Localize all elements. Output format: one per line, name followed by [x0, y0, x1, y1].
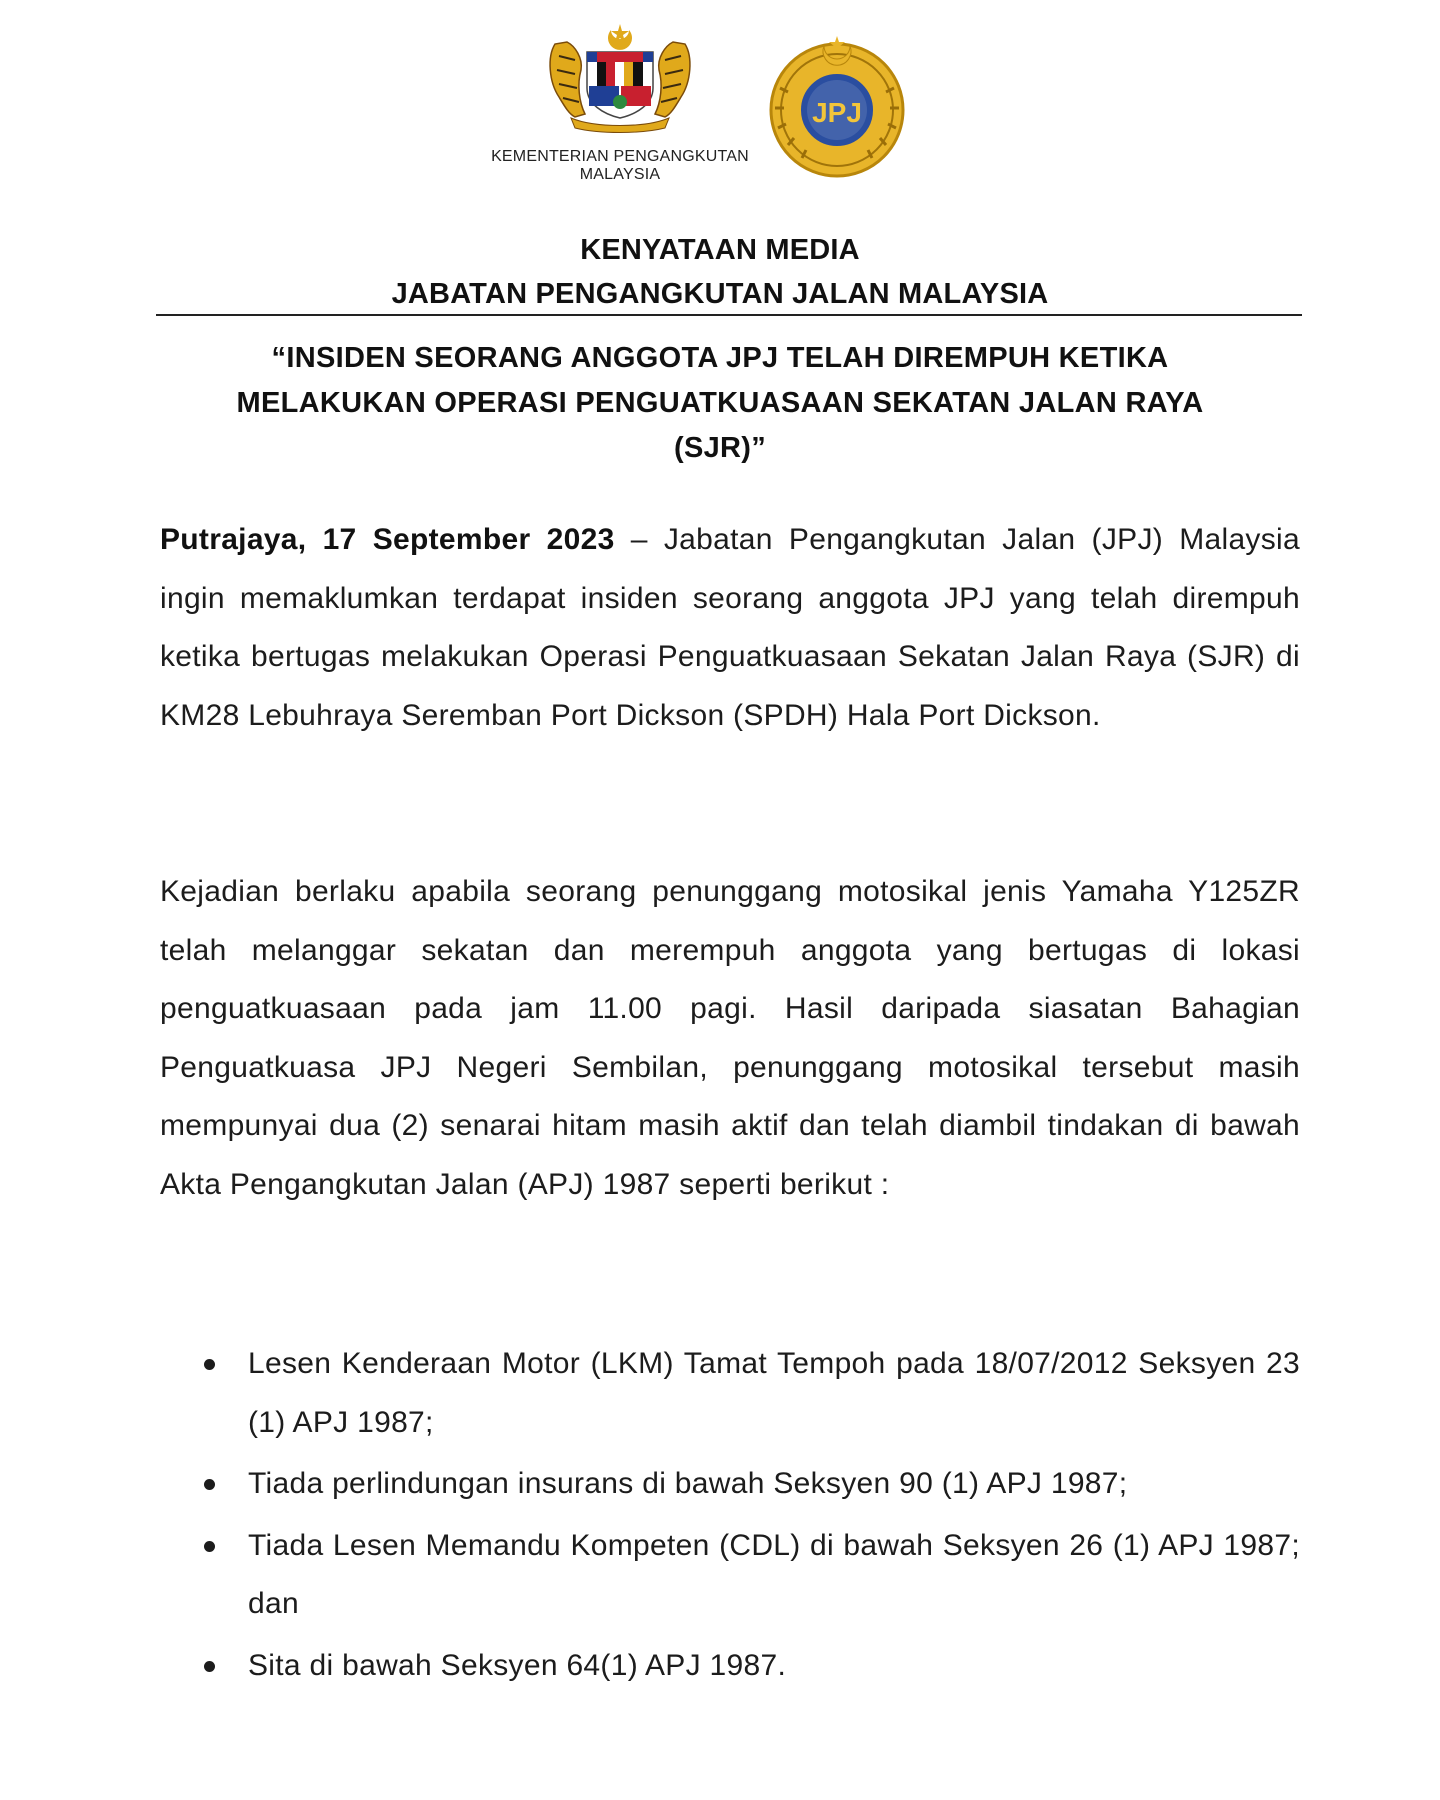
- paragraph-1-text: – Jabatan Pengangkutan Jalan (JPJ) Malaysia ingin memaklumkan terdapat insiden seorang anggota JPJ yang telah dirempuh ketika bertugas melakukan Operasi Penguatkuasaan Sekatan Jalan Raya (SJR) di KM28 Lebuhraya Seremban Port Dickson (SPDH) Hala Port Dickson.: [160, 523, 1300, 732]
- list-item-text: Sita di bawah Seksyen 64(1) APJ 1987.: [248, 1648, 787, 1682]
- bullet-icon: [204, 1541, 215, 1552]
- bullet-icon: [204, 1661, 215, 1672]
- subject-line1: “INSIDEN SEORANG ANGGOTA JPJ TELAH DIREMPUH KETIKA: [271, 342, 1169, 374]
- list-item: [160, 1335, 1300, 1452]
- list-item: [160, 1637, 1300, 1696]
- list-item: [160, 1517, 1300, 1634]
- paragraph-2: Kejadian berlaku apabila seorang penunggang motosikal jenis Yamaha Y125ZR telah melanggar sekatan dan merempuh anggota yang bertugas di lokasi penguatkuasaan pada jam 11.00 pagi. Hasil daripada siasatan Bahagian Penguatkuasa JPJ Negeri Sembilan, penunggang motosikal tersebut masih mempunyai dua (2) senarai hitam masih aktif dan telah diambil tindakan di bawah Akta Pengangkutan Jalan (APJ) 1987 seperti berikut :: [160, 875, 1300, 1201]
- bullet-icon: [204, 1359, 215, 1370]
- ministry-name-line2: MALAYSIA: [579, 166, 661, 183]
- header-divider: [156, 314, 1302, 316]
- department-name: JABATAN PENGANGKUTAN JALAN MALAYSIA: [391, 278, 1049, 310]
- ministry-name: [475, 148, 765, 184]
- paragraph-1: [160, 511, 1300, 745]
- list-item: [160, 1455, 1300, 1514]
- bullet-icon: [204, 1479, 215, 1490]
- subject-line2: MELAKUKAN OPERASI PENGUATKUASAAN SEKATAN JALAN RAYA: [236, 387, 1204, 419]
- document-title: KENYATAAN MEDIA: [580, 234, 860, 266]
- subject-heading: [0, 336, 1440, 471]
- logo-header: [0, 22, 1440, 197]
- subject-line3: (SJR)”: [673, 432, 767, 464]
- jpj-seal-letters: JPJ: [812, 97, 862, 128]
- offence-list: [160, 1335, 1300, 1698]
- malaysia-coat-of-arms-icon: [545, 22, 695, 134]
- document-header: [0, 228, 1440, 316]
- jpj-seal-icon: [762, 32, 912, 182]
- ministry-name-line1: KEMENTERIAN PENGANGKUTAN: [491, 148, 749, 165]
- dateline: Putrajaya, 17 September 2023: [160, 523, 615, 556]
- list-item-text: Lesen Kenderaan Motor (LKM) Tamat Tempoh pada 18/07/2012 Seksyen 23 (1) APJ 1987;: [248, 1347, 1300, 1439]
- list-item-text: Tiada perlindungan insurans di bawah Seksyen 90 (1) APJ 1987;: [248, 1467, 1128, 1500]
- list-item-text: Tiada Lesen Memandu Kompeten (CDL) di bawah Seksyen 26 (1) APJ 1987; dan: [248, 1528, 1300, 1620]
- ministry-logo-block: [475, 22, 765, 184]
